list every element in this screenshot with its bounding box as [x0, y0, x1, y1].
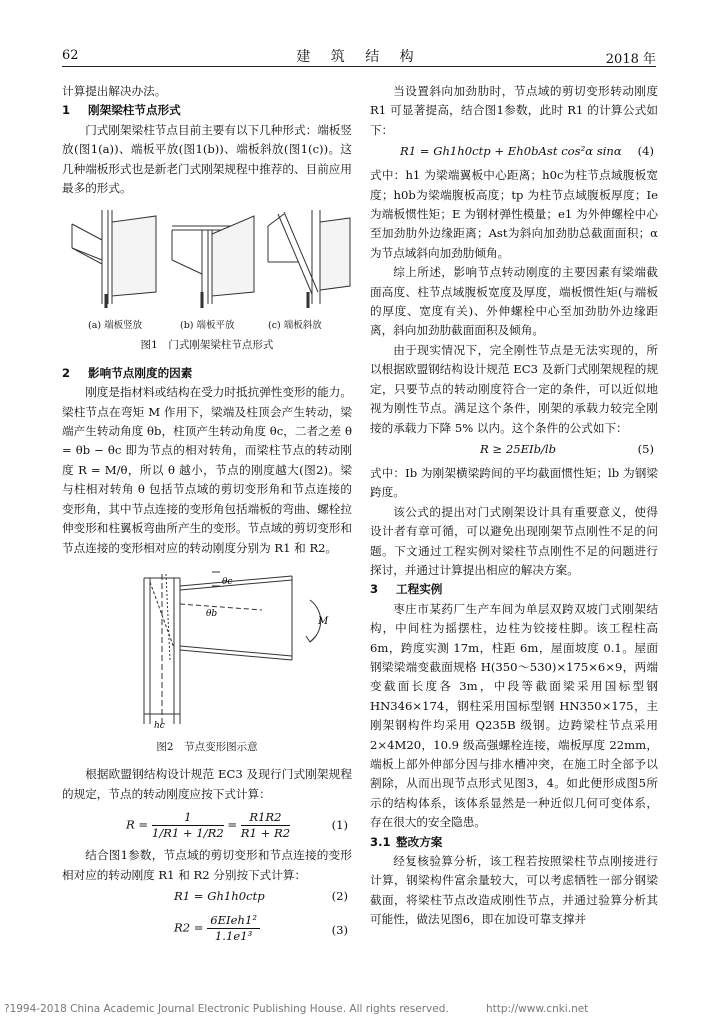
- fraction: [207, 913, 260, 944]
- paragraph: 式中：h1 为梁端翼板中心距离；h0c为柱节点域腹板宽度；h0b为梁端腹板高度；tp 为柱节点域腹板厚度；Ie 为端板惯性矩；E 为钢材弹性模量；e1 为外伸螺栓中心至加劲肋外边缘距离；Ast为斜向加劲肋总截面面积；α 为节点域斜向加劲肋倾角。: [370, 168, 658, 260]
- paragraph: 综上所述，影响节点转动刚度的主要因素有梁端截面高度、柱节点域腹板宽度及厚度，端板惯性矩(与端板的厚度、宽度有关)、外伸螺栓中心至加劲肋外边缘距离，斜向加劲肋截面面积及倾角。: [370, 265, 658, 338]
- section-title: 整改方案: [396, 834, 443, 849]
- equation-1: [62, 806, 352, 844]
- cnki-link[interactable]: http://www.cnki.net: [486, 1003, 589, 1015]
- section-number: 1: [62, 103, 71, 118]
- figure-1: [62, 204, 352, 332]
- eq3-lhs: R2 =: [174, 920, 204, 935]
- equation-number: (2): [331, 888, 348, 903]
- section-heading-3: [370, 580, 658, 599]
- equation-2: [62, 887, 352, 909]
- denominator: 1.1e1³: [214, 928, 253, 943]
- joint-deformation-drawing: [62, 564, 352, 734]
- paragraph: 当设置斜向加劲肋时，节点域的剪切变形转动刚度 R1 可显著提高，结合图1参数，此时 R1 的计算公式如下：: [370, 84, 658, 137]
- equation-body: R1 = Gh1h0ctp + Eh0bAst cos²α sinα: [400, 144, 622, 159]
- equation-number: (1): [331, 818, 348, 833]
- paragraph: 由于现实情况下，完全刚性节点是无法实现的，所以根据欧盟钢结构设计规范 EC3 及新门式刚架规程的规定，只要节点的转动刚度符合一定的条件，可以近似地视为刚性节点。满足这个条件，刚架的承载力较完全刚接的承载力下降 5% 以内。这个条件的公式如下：: [370, 342, 658, 435]
- right-column: [370, 82, 658, 930]
- equation-4: [370, 142, 658, 164]
- equation-body: R1 = Gh1h0ctp: [174, 888, 265, 903]
- denominator: 1/R1 + 1/R2: [151, 826, 224, 841]
- equals: =: [227, 817, 238, 832]
- figure-1-caption: 图1 门式刚架梁柱节点形式: [140, 339, 274, 352]
- joint-forms-drawing: [62, 204, 352, 314]
- section-heading-1: [62, 101, 352, 120]
- paragraph: 计算提出解决办法。: [62, 84, 167, 98]
- equation-3: [62, 911, 352, 949]
- figure-2: [62, 564, 352, 734]
- theta-b-label: θb: [206, 608, 218, 619]
- paragraph: 结合图1参数，节点域的剪切变形和节点连接的变形相对应的转动刚度 R1 和 R2 分别按下式计算：: [62, 848, 352, 882]
- journal-title: 建 筑 结 构: [296, 49, 422, 65]
- numerator: 6EIeh1²: [207, 913, 260, 929]
- fraction: [152, 810, 224, 841]
- paragraph: 枣庄市某药厂生产车间为单层双跨双坡门式刚架结构，中间柱为摇摆柱，边柱为铰接柱脚。该工程柱高 6m，跨度实测 17m，柱距 6m，屋面坡度 0.1。屋面钢梁梁端变截面规格 H(350～530)×175×6×9，两端变截面长度各 3m，中段等截面梁采用国标型钢 HN346×174，钢柱采用国标型钢 HN350×175，主刚架钢构件均采用 Q235B 级钢。边跨梁柱节点采用 2×4M20，10.9 级高强螺栓连接，端板厚度 22mm，端板上部外伸部分因与排水槽冲突，在施工时全部予以割除，从而出现节点形式见图3，4。如此便形成图5所示的结构体系，该体系显然是一种近似几何可变体系，存在很大的安全隐患。: [370, 601, 658, 830]
- paragraph: 经复核验算分析，该工程若按照梁柱节点刚接进行计算，钢梁构件富余量较大，可以考虑牺牲一部分钢梁截面，将梁柱节点改造成刚性节点，并通过验算分析其可能性，做法见图6，即在加设可靠支撑并: [370, 854, 658, 927]
- fraction: [241, 810, 290, 841]
- hc-label: hc: [154, 720, 165, 731]
- paragraph: 刚度是指材料或结构在受力时抵抗弹性变形的能力。梁柱节点在弯矩 M 作用下，梁端及柱顶会产生转动，梁端产生转动角度 θb，柱顶产生转动角度 θc，二者之差 θ = θb − θc 即为节点的相对转角，而梁柱节点的转动刚度 R = M/θ，所以 θ 越小，节点的刚度越大(图2)。梁与柱相对转角 θ 包括节点域的剪切变形角和节点连接的变形角，其中节点连接的变形角包括端板的弯曲、螺栓拉伸变形和柱翼板弯曲所产生的变形。节点域的剪切变形和节点连接的变形相对应的转动刚度分别为 R1 和 R2。: [62, 385, 352, 555]
- theta-c-label: θc: [222, 576, 233, 587]
- paragraph: 式中：Ib 为刚架横梁跨间的平均截面惯性矩；lb 为钢梁跨度。: [370, 465, 658, 500]
- issue-year: 2018 年: [605, 52, 656, 67]
- left-column: [62, 82, 352, 951]
- section-heading-2: [62, 364, 352, 383]
- moment-label: M: [318, 615, 329, 627]
- paragraph: 门式刚架梁柱节点目前主要有以下几种形式：端板竖放(图1(a))、端板平放(图1(b))、端板斜放(图1(c))。这几种端板形式也是新老门式刚架规程中推荐的、目前应用最多的形式。: [62, 122, 352, 196]
- equation-body: [174, 913, 260, 944]
- section-title: 工程实例: [396, 582, 443, 597]
- eq1-lhs: R =: [126, 817, 149, 832]
- equation-number: (4): [637, 144, 654, 159]
- numerator: 1: [152, 810, 224, 826]
- section-title: 影响节点刚度的因素: [88, 365, 193, 380]
- equation-body: R ≥ 25EIb/lb: [480, 441, 557, 456]
- section-number: 3.1: [370, 834, 391, 849]
- section-number: 3: [370, 582, 379, 597]
- paragraph: 根据欧盟钢结构设计规范 EC3 及现行门式刚架规程的规定，节点的转动刚度应按下式计算：: [62, 767, 352, 801]
- numerator: R1R2: [241, 810, 290, 826]
- paragraph: 该公式的提出对门式刚架设计具有重要意义，使得设计者有章可循，可以避免出现刚架节点刚性不足的问题。下文通过工程实例对梁柱节点刚性不足的问题进行探讨，并通过计算提出相应的解决方案。: [370, 504, 658, 577]
- figure-1a-caption: (a) 端板竖放: [88, 320, 143, 332]
- section-title: 刚架梁柱节点形式: [88, 103, 181, 118]
- figure-1b-caption: (b) 端板平放: [180, 320, 235, 332]
- equation-number: (3): [331, 922, 348, 937]
- equation-number: (5): [637, 441, 654, 456]
- figure-1c-caption: (c) 端板斜放: [268, 320, 322, 332]
- running-header: [62, 44, 656, 67]
- figure-2-caption: 图2 节点变形图示意: [156, 740, 258, 753]
- page-number: 62: [62, 48, 79, 63]
- equation-5: [370, 440, 658, 462]
- copyright-text: ?1994-2018 China Academic Journal Electronic Publishing House. All rights reserved.: [4, 1003, 449, 1015]
- section-number: 2: [62, 365, 71, 380]
- section-heading-3-1: [370, 833, 658, 852]
- equation-body: [126, 810, 290, 841]
- denominator: R1 + R2: [240, 826, 291, 841]
